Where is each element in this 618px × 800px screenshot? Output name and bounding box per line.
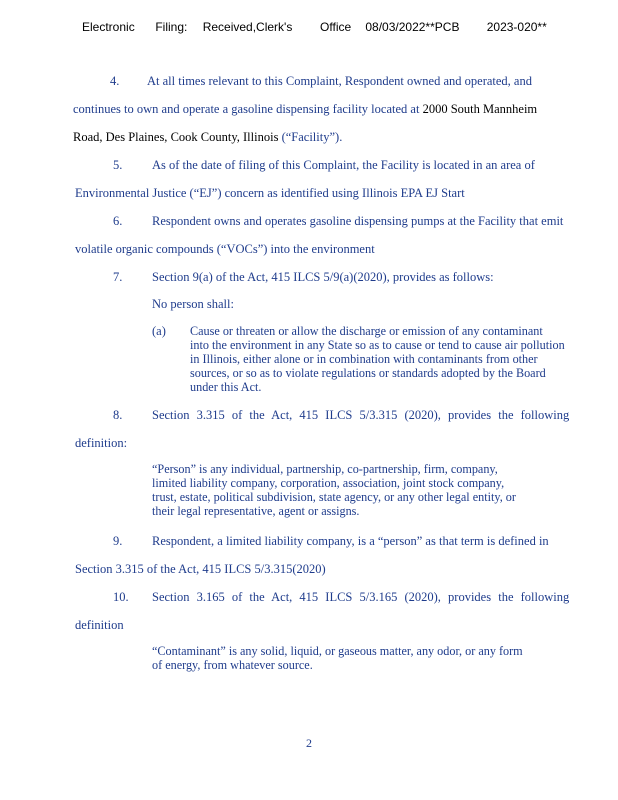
paragraph-9-line-1: Respondent, a limited liability company, is a “person” as that term is defined in: [152, 534, 549, 548]
quote-line: their legal representative, agent or assigns.: [152, 504, 360, 518]
quote-line: into the environment in any State so as to cause or tend to cause air pollution: [190, 338, 565, 352]
list-item-label: (a): [152, 324, 166, 338]
quote-line: in Illinois, either alone or in combination with contaminants from other: [190, 352, 538, 366]
statute-quote-contaminant: [152, 644, 523, 672]
header-received: Received,Clerk's: [202, 20, 293, 34]
quote-line: “Contaminant” is any solid, liquid, or gaseous matter, any odor, or any form: [152, 644, 523, 658]
paragraph-6-line-2: volatile organic compounds (“VOCs”) into the environment: [75, 242, 375, 256]
paragraph-number: 9.: [113, 534, 123, 548]
paragraph-4-line-2: continues to own and operate a gasoline dispensing facility located at 2000 South Mannheim: [73, 102, 538, 116]
quote-line: of energy, from whatever source.: [152, 658, 313, 672]
filing-header: [82, 20, 547, 34]
quote-line: Cause or threaten or allow the discharge or emission of any contaminant: [190, 324, 543, 338]
paragraph-10-line-2: definition: [75, 618, 124, 632]
header-date: 08/03/2022**PCB: [365, 20, 460, 34]
paragraph-8-line-1: Section 3.315 of the Act, 415 ILCS 5/3.315 (2020), provides the following: [152, 408, 570, 422]
paragraph-6-line-1: Respondent owns and operates gasoline dispensing pumps at the Facility that emit: [152, 214, 564, 228]
paragraph-7-line-1: Section 9(a) of the Act, 415 ILCS 5/9(a)(2020), provides as follows:: [152, 270, 494, 284]
header-electronic: Electronic: [82, 20, 135, 34]
header-case: 2023-020**: [486, 20, 547, 34]
paragraph-7-intro: No person shall:: [152, 297, 234, 311]
paragraph-number: 10.: [113, 590, 129, 604]
paragraph-4-line-3: Road, Des Plaines, Cook County, Illinois (“Facility”).: [73, 130, 343, 144]
paragraph-9-line-2: Section 3.315 of the Act, 415 ILCS 5/3.315(2020): [75, 562, 326, 576]
paragraph-5-line-2: Environmental Justice (“EJ”) concern as identified using Illinois EPA EJ Start: [75, 186, 465, 200]
quote-line: under this Act.: [190, 380, 262, 394]
paragraph-4-line-1: At all times relevant to this Complaint, Respondent owned and operated, and: [147, 74, 532, 88]
header-filing: Filing:: [155, 20, 188, 34]
paragraph-8-line-2: definition:: [75, 436, 128, 450]
quote-line: limited liability company, corporation, association, joint stock company,: [152, 476, 505, 490]
paragraph-number: 8.: [113, 408, 123, 422]
quote-line: trust, estate, political subdivision, state agency, or any other legal entity, or: [152, 490, 516, 504]
paragraph-number: 7.: [113, 270, 123, 284]
paragraph-number: 6.: [113, 214, 123, 228]
page-number: 2: [306, 736, 312, 750]
quote-line: “Person” is any individual, partnership, co-partnership, firm, company,: [152, 462, 498, 476]
paragraph-number: 5.: [113, 158, 123, 172]
statute-quote-person: [152, 462, 516, 518]
statute-quote-9a: [190, 324, 565, 394]
paragraph-5-line-1: As of the date of filing of this Complaint, the Facility is located in an area of: [152, 158, 535, 172]
quote-line: sources, or so as to violate regulations or standards adopted by the Board: [190, 366, 546, 380]
paragraph-number: 4.: [110, 74, 120, 88]
paragraph-10-line-1: Section 3.165 of the Act, 415 ILCS 5/3.165 (2020), provides the following: [152, 590, 570, 604]
header-office: Office: [320, 20, 352, 34]
